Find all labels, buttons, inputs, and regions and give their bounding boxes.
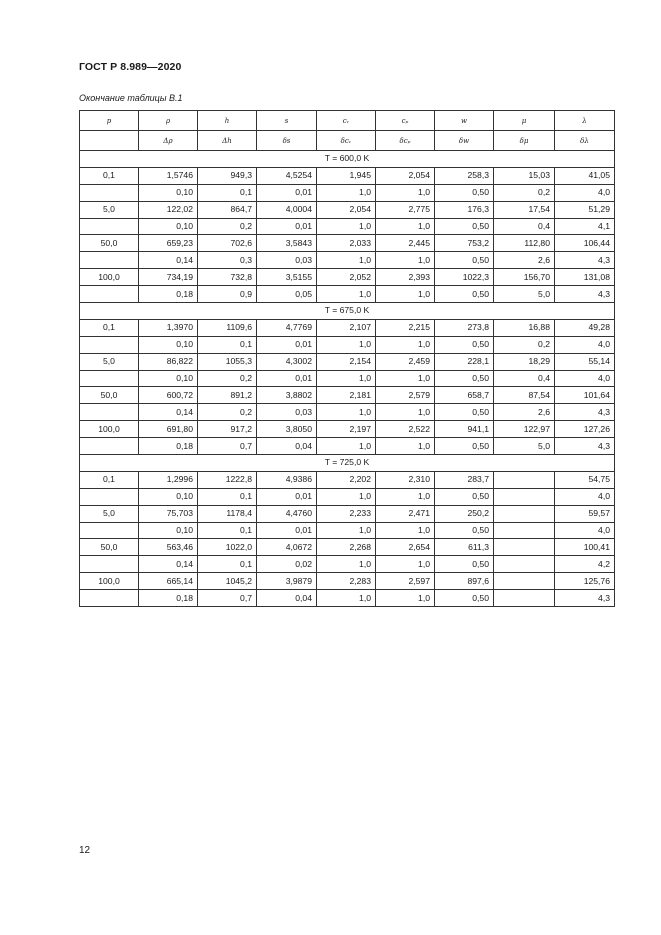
uncertainty-cell-c_v: 1,0 — [317, 438, 376, 455]
uncertainty-cell-ρ: 0,10 — [139, 336, 198, 353]
value-cell-μ: 17,54 — [494, 201, 555, 218]
table-body — [80, 111, 615, 607]
value-cell-μ — [494, 539, 555, 556]
uncertainty-cell-λ: 4,3 — [555, 252, 615, 269]
uncertainty-row — [80, 336, 615, 353]
uncertainty-cell-ρ: 0,14 — [139, 252, 198, 269]
uncertainty-cell-ρ: 0,10 — [139, 370, 198, 387]
value-cell-s: 4,4760 — [257, 505, 317, 522]
table-row — [80, 353, 615, 370]
uncertainty-header: δμ — [494, 131, 555, 151]
value-cell-λ: 41,05 — [555, 167, 615, 184]
table-caption: Окончание таблицы В.1 — [79, 93, 183, 103]
empty-cell — [80, 370, 139, 387]
uncertainty-cell-μ: 0,4 — [494, 370, 555, 387]
uncertainty-cell-c_v: 1,0 — [317, 184, 376, 201]
uncertainty-cell-c_p: 1,0 — [376, 488, 435, 505]
uncertainty-cell-μ: 2,6 — [494, 404, 555, 421]
value-cell-c_v: 2,107 — [317, 319, 376, 336]
value-cell-c_p: 2,597 — [376, 573, 435, 590]
value-cell-ρ: 86,822 — [139, 353, 198, 370]
pressure-cell: 100,0 — [80, 573, 139, 590]
uncertainty-cell-w: 0,50 — [435, 556, 494, 573]
uncertainty-cell-w: 0,50 — [435, 252, 494, 269]
value-cell-μ: 18,29 — [494, 353, 555, 370]
uncertainty-cell-ρ: 0,14 — [139, 404, 198, 421]
empty-cell — [80, 252, 139, 269]
value-cell-λ: 55,14 — [555, 353, 615, 370]
table-row — [80, 319, 615, 336]
table-row — [80, 421, 615, 438]
value-cell-μ: 122,97 — [494, 421, 555, 438]
value-cell-c_p: 2,579 — [376, 387, 435, 404]
value-cell-λ: 49,28 — [555, 319, 615, 336]
value-cell-w: 753,2 — [435, 235, 494, 252]
uncertainty-row — [80, 590, 615, 607]
uncertainty-header: δλ — [555, 131, 615, 151]
temperature-segment-row — [80, 151, 615, 168]
value-cell-w: 941,1 — [435, 421, 494, 438]
document-header: ГОСТ Р 8.989—2020 — [79, 61, 182, 73]
value-cell-c_v: 2,268 — [317, 539, 376, 556]
uncertainty-cell-c_v: 1,0 — [317, 522, 376, 539]
value-cell-s: 4,9386 — [257, 471, 317, 488]
value-cell-h: 1109,6 — [198, 319, 257, 336]
uncertainty-cell-λ: 4,0 — [555, 184, 615, 201]
pressure-cell: 0,1 — [80, 319, 139, 336]
value-cell-h: 1045,2 — [198, 573, 257, 590]
uncertainty-cell-h: 0,9 — [198, 286, 257, 303]
value-cell-s: 4,0672 — [257, 539, 317, 556]
uncertainty-cell-h: 0,1 — [198, 556, 257, 573]
uncertainty-cell-μ: 5,0 — [494, 438, 555, 455]
value-cell-μ: 112,80 — [494, 235, 555, 252]
value-cell-s: 3,5155 — [257, 269, 317, 286]
uncertainty-cell-c_p: 1,0 — [376, 404, 435, 421]
uncertainty-cell-ρ: 0,10 — [139, 488, 198, 505]
uncertainty-cell-w: 0,50 — [435, 370, 494, 387]
value-cell-μ: 156,70 — [494, 269, 555, 286]
value-cell-w: 258,3 — [435, 167, 494, 184]
value-cell-ρ: 75,703 — [139, 505, 198, 522]
value-cell-μ: 16,88 — [494, 319, 555, 336]
uncertainty-cell-c_p: 1,0 — [376, 218, 435, 235]
empty-cell — [80, 336, 139, 353]
value-cell-w: 611,3 — [435, 539, 494, 556]
uncertainty-cell-ρ: 0,18 — [139, 590, 198, 607]
value-cell-λ: 100,41 — [555, 539, 615, 556]
value-cell-ρ: 1,2996 — [139, 471, 198, 488]
table-row — [80, 167, 615, 184]
uncertainty-row — [80, 184, 615, 201]
value-cell-μ: 87,54 — [494, 387, 555, 404]
value-cell-λ: 106,44 — [555, 235, 615, 252]
pressure-cell: 5,0 — [80, 505, 139, 522]
uncertainty-cell-s: 0,01 — [257, 336, 317, 353]
uncertainty-cell-λ: 4,3 — [555, 438, 615, 455]
pressure-cell: 5,0 — [80, 353, 139, 370]
uncertainty-cell-s: 0,01 — [257, 488, 317, 505]
uncertainty-cell-s: 0,05 — [257, 286, 317, 303]
value-cell-c_v: 2,202 — [317, 471, 376, 488]
value-cell-c_p: 2,445 — [376, 235, 435, 252]
value-cell-μ — [494, 505, 555, 522]
properties-table — [79, 110, 615, 607]
uncertainty-cell-h: 0,1 — [198, 522, 257, 539]
uncertainty-cell-λ: 4,0 — [555, 488, 615, 505]
pressure-cell: 100,0 — [80, 269, 139, 286]
uncertainty-cell-ρ: 0,10 — [139, 522, 198, 539]
uncertainty-row — [80, 404, 615, 421]
uncertainty-cell-w: 0,50 — [435, 218, 494, 235]
temperature-label: T = 675,0 K — [80, 303, 615, 320]
value-cell-ρ: 1,5746 — [139, 167, 198, 184]
empty-cell — [80, 590, 139, 607]
pressure-cell: 50,0 — [80, 539, 139, 556]
column-header-w: w — [435, 111, 494, 131]
value-cell-c_p: 2,775 — [376, 201, 435, 218]
value-cell-c_v: 2,233 — [317, 505, 376, 522]
value-cell-ρ: 665,14 — [139, 573, 198, 590]
uncertainty-cell-ρ: 0,10 — [139, 218, 198, 235]
uncertainty-cell-c_v: 1,0 — [317, 252, 376, 269]
value-cell-c_v: 1,945 — [317, 167, 376, 184]
uncertainty-cell-c_p: 1,0 — [376, 556, 435, 573]
uncertainty-row — [80, 522, 615, 539]
uncertainty-cell-s: 0,03 — [257, 404, 317, 421]
uncertainty-cell-h: 0,1 — [198, 336, 257, 353]
uncertainty-cell-μ — [494, 590, 555, 607]
value-cell-c_p: 2,310 — [376, 471, 435, 488]
uncertainty-cell-ρ: 0,18 — [139, 438, 198, 455]
uncertainty-cell-w: 0,50 — [435, 522, 494, 539]
uncertainty-cell-w: 0,50 — [435, 488, 494, 505]
uncertainty-header — [80, 131, 139, 151]
uncertainty-cell-c_v: 1,0 — [317, 218, 376, 235]
uncertainty-cell-s: 0,03 — [257, 252, 317, 269]
value-cell-c_v: 2,283 — [317, 573, 376, 590]
value-cell-c_v: 2,197 — [317, 421, 376, 438]
table-row — [80, 269, 615, 286]
value-cell-w: 897,6 — [435, 573, 494, 590]
table-row — [80, 505, 615, 522]
uncertainty-cell-w: 0,50 — [435, 404, 494, 421]
uncertainty-cell-c_v: 1,0 — [317, 590, 376, 607]
value-cell-w: 658,7 — [435, 387, 494, 404]
uncertainty-cell-w: 0,50 — [435, 336, 494, 353]
column-header-h: h — [198, 111, 257, 131]
value-cell-h: 1022,0 — [198, 539, 257, 556]
value-cell-h: 702,6 — [198, 235, 257, 252]
value-cell-w: 250,2 — [435, 505, 494, 522]
table-row — [80, 201, 615, 218]
table-row — [80, 573, 615, 590]
uncertainty-row — [80, 556, 615, 573]
value-cell-μ — [494, 471, 555, 488]
value-cell-c_p: 2,215 — [376, 319, 435, 336]
uncertainty-cell-ρ: 0,18 — [139, 286, 198, 303]
value-cell-s: 4,7769 — [257, 319, 317, 336]
uncertainty-row — [80, 286, 615, 303]
temperature-segment-row — [80, 455, 615, 472]
uncertainty-cell-w: 0,50 — [435, 286, 494, 303]
uncertainty-cell-ρ: 0,10 — [139, 184, 198, 201]
value-cell-s: 4,3002 — [257, 353, 317, 370]
empty-cell — [80, 404, 139, 421]
empty-cell — [80, 438, 139, 455]
value-cell-c_p: 2,393 — [376, 269, 435, 286]
value-cell-c_p: 2,654 — [376, 539, 435, 556]
uncertainty-cell-c_p: 1,0 — [376, 370, 435, 387]
uncertainty-cell-w: 0,50 — [435, 184, 494, 201]
pressure-cell: 50,0 — [80, 235, 139, 252]
header-row-uncertainties — [80, 131, 615, 151]
value-cell-c_v: 2,154 — [317, 353, 376, 370]
uncertainty-cell-c_v: 1,0 — [317, 488, 376, 505]
value-cell-λ: 51,29 — [555, 201, 615, 218]
uncertainty-cell-c_p: 1,0 — [376, 184, 435, 201]
value-cell-w: 176,3 — [435, 201, 494, 218]
column-header-μ: μ — [494, 111, 555, 131]
uncertainty-header: δcᵥ — [317, 131, 376, 151]
uncertainty-cell-s: 0,04 — [257, 590, 317, 607]
uncertainty-cell-λ: 4,1 — [555, 218, 615, 235]
value-cell-μ — [494, 573, 555, 590]
uncertainty-cell-λ: 4,0 — [555, 522, 615, 539]
value-cell-ρ: 691,80 — [139, 421, 198, 438]
empty-cell — [80, 218, 139, 235]
value-cell-c_v: 2,052 — [317, 269, 376, 286]
uncertainty-cell-h: 0,3 — [198, 252, 257, 269]
uncertainty-cell-s: 0,01 — [257, 184, 317, 201]
value-cell-ρ: 1,3970 — [139, 319, 198, 336]
temperature-segment-row — [80, 303, 615, 320]
value-cell-w: 228,1 — [435, 353, 494, 370]
uncertainty-cell-h: 0,1 — [198, 488, 257, 505]
uncertainty-cell-λ: 4,0 — [555, 370, 615, 387]
uncertainty-cell-c_p: 1,0 — [376, 590, 435, 607]
value-cell-h: 864,7 — [198, 201, 257, 218]
uncertainty-cell-c_p: 1,0 — [376, 522, 435, 539]
pressure-cell: 100,0 — [80, 421, 139, 438]
value-cell-w: 283,7 — [435, 471, 494, 488]
uncertainty-row — [80, 370, 615, 387]
uncertainty-row — [80, 252, 615, 269]
pressure-cell: 50,0 — [80, 387, 139, 404]
uncertainty-cell-μ — [494, 522, 555, 539]
temperature-label: T = 725,0 K — [80, 455, 615, 472]
uncertainty-cell-λ: 4,2 — [555, 556, 615, 573]
uncertainty-cell-c_v: 1,0 — [317, 556, 376, 573]
uncertainty-cell-μ — [494, 556, 555, 573]
value-cell-λ: 125,76 — [555, 573, 615, 590]
uncertainty-cell-s: 0,04 — [257, 438, 317, 455]
uncertainty-cell-s: 0,01 — [257, 218, 317, 235]
empty-cell — [80, 184, 139, 201]
uncertainty-cell-s: 0,01 — [257, 522, 317, 539]
uncertainty-cell-μ: 2,6 — [494, 252, 555, 269]
value-cell-h: 891,2 — [198, 387, 257, 404]
value-cell-c_p: 2,471 — [376, 505, 435, 522]
uncertainty-cell-c_v: 1,0 — [317, 404, 376, 421]
value-cell-h: 949,3 — [198, 167, 257, 184]
empty-cell — [80, 522, 139, 539]
uncertainty-cell-h: 0,7 — [198, 590, 257, 607]
column-header-ρ: ρ — [139, 111, 198, 131]
value-cell-λ: 131,08 — [555, 269, 615, 286]
value-cell-c_p: 2,054 — [376, 167, 435, 184]
value-cell-λ: 101,64 — [555, 387, 615, 404]
value-cell-ρ: 122,02 — [139, 201, 198, 218]
uncertainty-header: δw — [435, 131, 494, 151]
uncertainty-cell-c_v: 1,0 — [317, 336, 376, 353]
value-cell-ρ: 600,72 — [139, 387, 198, 404]
value-cell-h: 917,2 — [198, 421, 257, 438]
column-header-s: s — [257, 111, 317, 131]
value-cell-ρ: 659,23 — [139, 235, 198, 252]
uncertainty-cell-s: 0,01 — [257, 370, 317, 387]
column-header-c_v: cᵥ — [317, 111, 376, 131]
value-cell-c_v: 2,054 — [317, 201, 376, 218]
pressure-cell: 0,1 — [80, 167, 139, 184]
uncertainty-header: Δh — [198, 131, 257, 151]
uncertainty-cell-h: 0,2 — [198, 370, 257, 387]
value-cell-μ: 15,03 — [494, 167, 555, 184]
value-cell-ρ: 563,46 — [139, 539, 198, 556]
value-cell-s: 3,8050 — [257, 421, 317, 438]
value-cell-c_v: 2,033 — [317, 235, 376, 252]
uncertainty-cell-λ: 4,3 — [555, 286, 615, 303]
uncertainty-cell-λ: 4,3 — [555, 590, 615, 607]
value-cell-s: 3,9879 — [257, 573, 317, 590]
empty-cell — [80, 488, 139, 505]
uncertainty-cell-c_p: 1,0 — [376, 438, 435, 455]
value-cell-c_p: 2,459 — [376, 353, 435, 370]
uncertainty-cell-c_p: 1,0 — [376, 252, 435, 269]
uncertainty-cell-ρ: 0,14 — [139, 556, 198, 573]
uncertainty-row — [80, 438, 615, 455]
uncertainty-cell-h: 0,7 — [198, 438, 257, 455]
table-row — [80, 387, 615, 404]
uncertainty-cell-h: 0,2 — [198, 218, 257, 235]
table-row — [80, 539, 615, 556]
uncertainty-header: δcₚ — [376, 131, 435, 151]
empty-cell — [80, 556, 139, 573]
uncertainty-cell-c_p: 1,0 — [376, 336, 435, 353]
table-row — [80, 471, 615, 488]
uncertainty-cell-μ: 0,4 — [494, 218, 555, 235]
uncertainty-header: Δρ — [139, 131, 198, 151]
page-number: 12 — [79, 845, 91, 856]
value-cell-c_p: 2,522 — [376, 421, 435, 438]
uncertainty-cell-c_v: 1,0 — [317, 286, 376, 303]
value-cell-h: 1178,4 — [198, 505, 257, 522]
uncertainty-row — [80, 488, 615, 505]
uncertainty-cell-λ: 4,3 — [555, 404, 615, 421]
value-cell-λ: 54,75 — [555, 471, 615, 488]
uncertainty-cell-μ — [494, 488, 555, 505]
value-cell-λ: 59,57 — [555, 505, 615, 522]
value-cell-s: 4,5254 — [257, 167, 317, 184]
uncertainty-cell-h: 0,2 — [198, 404, 257, 421]
empty-cell — [80, 286, 139, 303]
uncertainty-row — [80, 218, 615, 235]
pressure-cell: 5,0 — [80, 201, 139, 218]
uncertainty-cell-w: 0,50 — [435, 438, 494, 455]
temperature-label: T = 600,0 K — [80, 151, 615, 168]
uncertainty-cell-w: 0,50 — [435, 590, 494, 607]
uncertainty-cell-c_v: 1,0 — [317, 370, 376, 387]
value-cell-ρ: 734,19 — [139, 269, 198, 286]
value-cell-h: 732,8 — [198, 269, 257, 286]
uncertainty-cell-μ: 0,2 — [494, 336, 555, 353]
table-row — [80, 235, 615, 252]
uncertainty-header: δs — [257, 131, 317, 151]
column-header-λ: λ — [555, 111, 615, 131]
value-cell-w: 273,8 — [435, 319, 494, 336]
value-cell-h: 1222,8 — [198, 471, 257, 488]
value-cell-s: 3,8802 — [257, 387, 317, 404]
column-header-p: p — [80, 111, 139, 131]
pressure-cell: 0,1 — [80, 471, 139, 488]
uncertainty-cell-h: 0,1 — [198, 184, 257, 201]
header-row-quantities — [80, 111, 615, 131]
value-cell-s: 3,5843 — [257, 235, 317, 252]
uncertainty-cell-c_p: 1,0 — [376, 286, 435, 303]
uncertainty-cell-μ: 0,2 — [494, 184, 555, 201]
uncertainty-cell-s: 0,02 — [257, 556, 317, 573]
value-cell-s: 4,0004 — [257, 201, 317, 218]
uncertainty-cell-λ: 4,0 — [555, 336, 615, 353]
uncertainty-cell-μ: 5,0 — [494, 286, 555, 303]
value-cell-h: 1055,3 — [198, 353, 257, 370]
value-cell-c_v: 2,181 — [317, 387, 376, 404]
value-cell-w: 1022,3 — [435, 269, 494, 286]
value-cell-λ: 127,26 — [555, 421, 615, 438]
column-header-c_p: cₚ — [376, 111, 435, 131]
